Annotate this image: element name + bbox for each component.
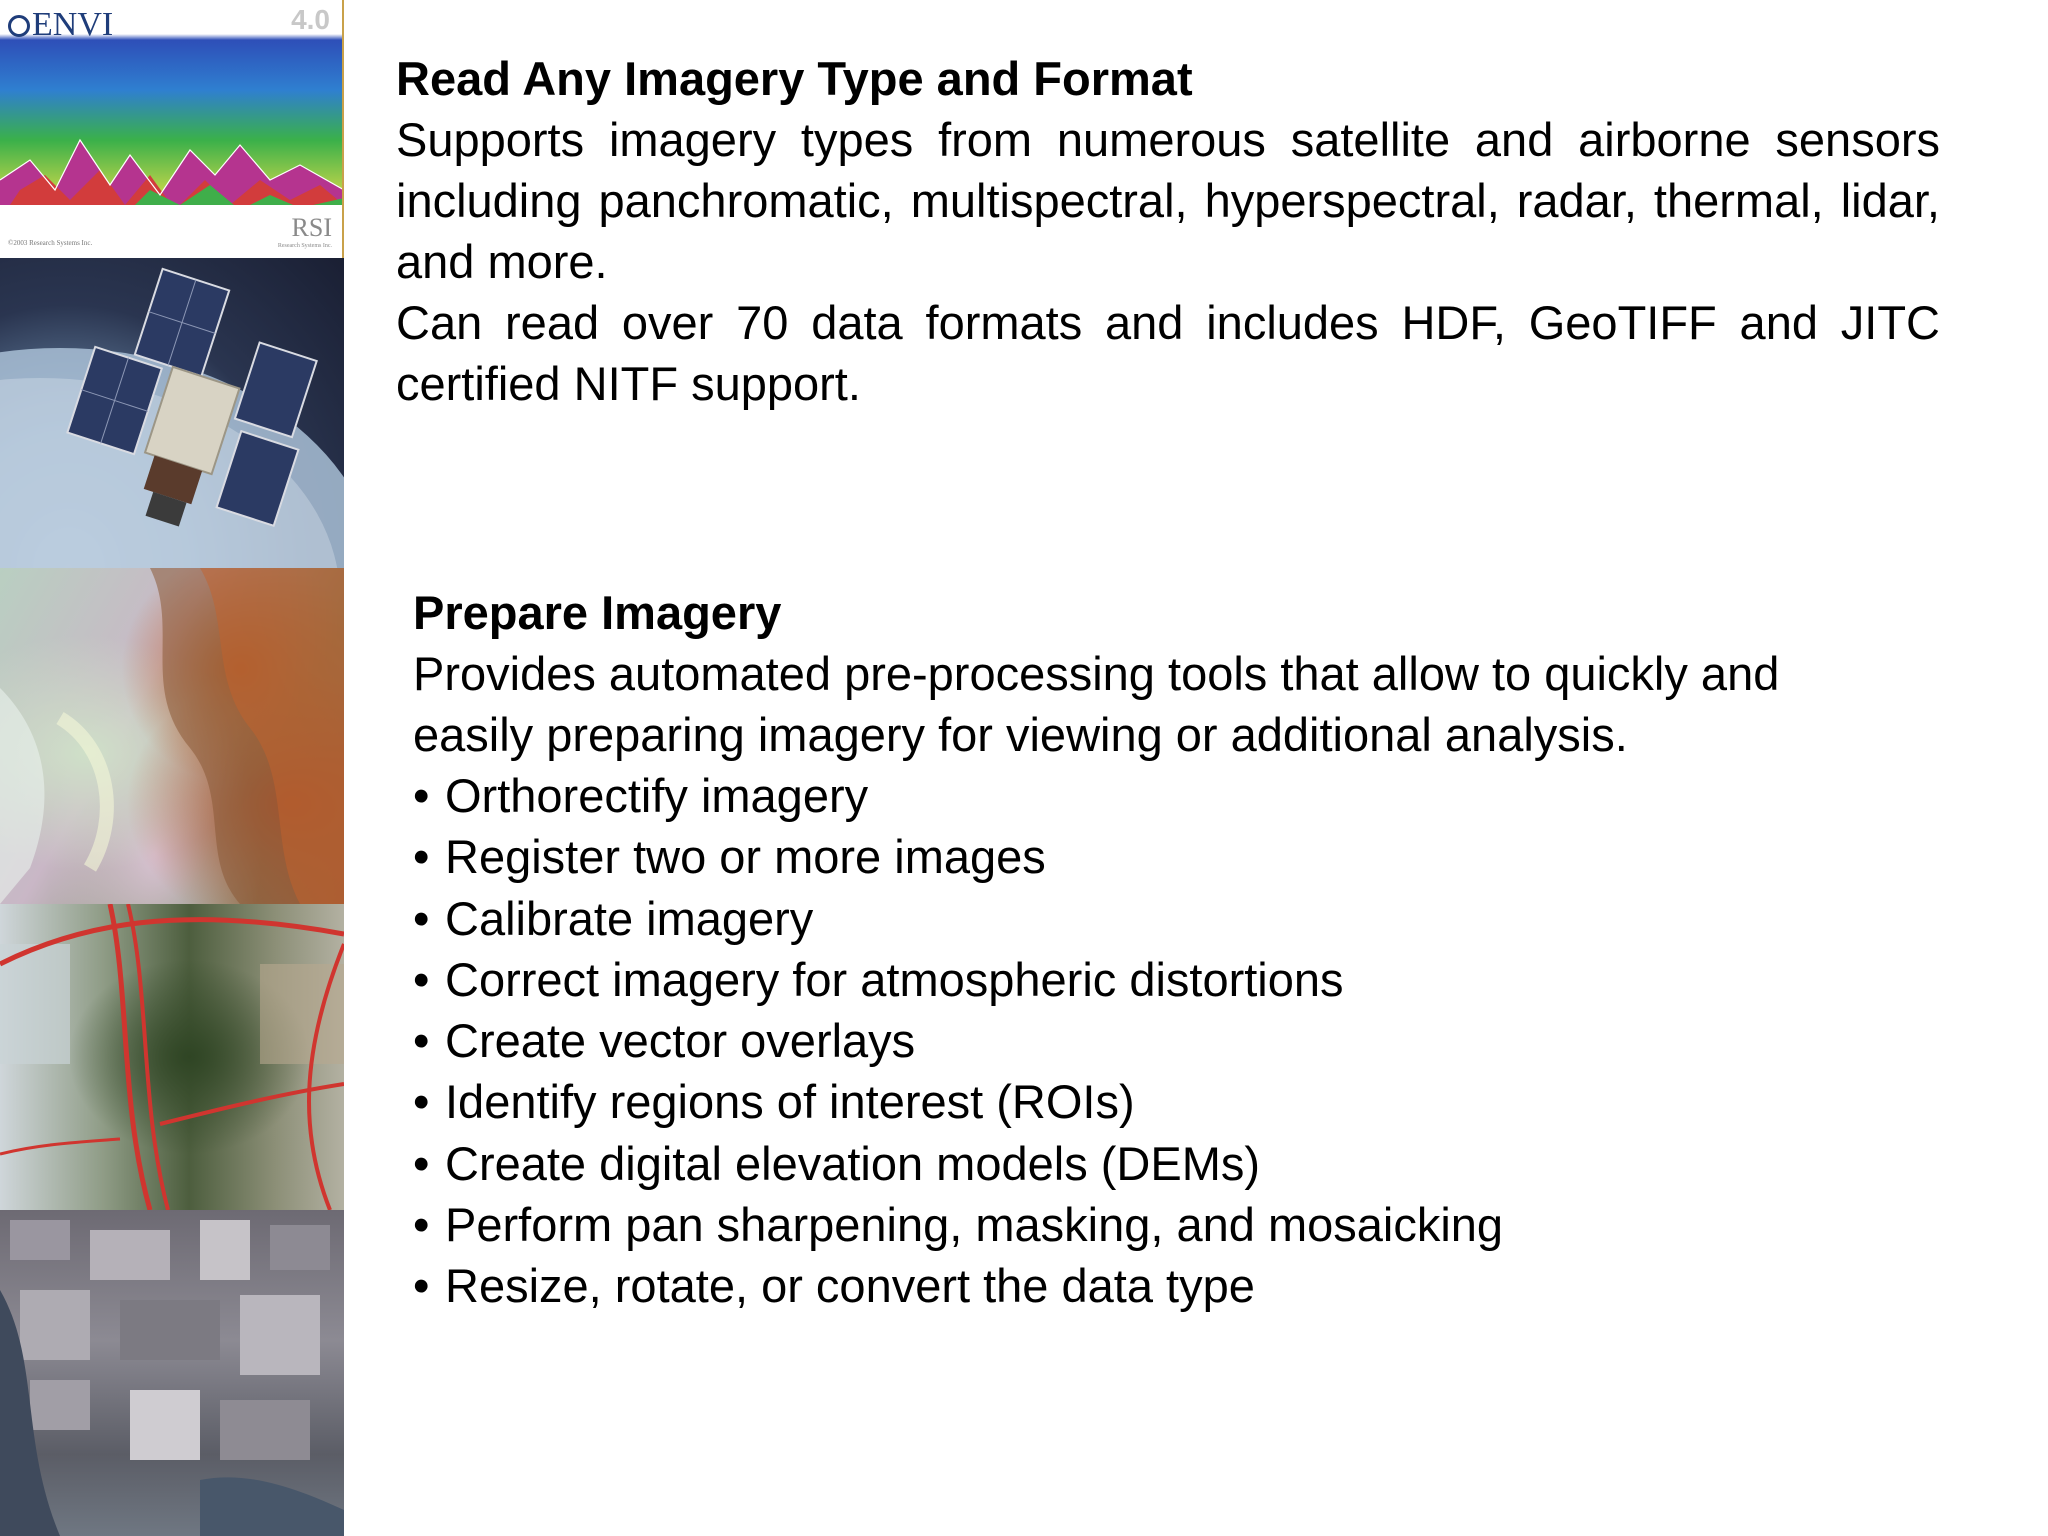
list-item-text: Resize, rotate, or convert the data type — [445, 1259, 1255, 1313]
paragraph-line: easily preparing imagery for viewing or additional analysis. — [413, 708, 1628, 761]
envi-logo-text: ENVI — [32, 6, 114, 43]
list-item — [413, 1010, 1953, 1071]
satellite-image — [0, 258, 344, 568]
envi-splash-image — [0, 0, 344, 258]
list-item — [413, 1133, 1953, 1194]
bullet-icon: • — [413, 952, 430, 1006]
aerial-graphic — [0, 904, 344, 1210]
list-item-text: Identify regions of interest (ROIs) — [445, 1075, 1135, 1129]
paragraph-data-formats: Can read over 70 data formats and includes HDF, GeoTIFF and JITC certified NITF support. — [396, 296, 1940, 410]
list-item — [413, 888, 1953, 949]
section-read-imagery — [396, 48, 1940, 414]
section-prepare-imagery — [413, 582, 1953, 1317]
list-item — [413, 765, 1953, 826]
list-item — [413, 1194, 1953, 1255]
bullet-icon: • — [413, 1259, 430, 1313]
list-item — [413, 1071, 1953, 1132]
list-item-text: Perform pan sharpening, masking, and mosaicking — [445, 1198, 1504, 1252]
image-strip — [0, 0, 344, 1536]
rsi-logo: RSI — [291, 213, 332, 242]
copyright-text: ©2003 Research Systems Inc. — [8, 239, 93, 247]
bullet-icon: • — [413, 891, 430, 945]
section-heading: Prepare Imagery — [413, 586, 782, 639]
bullet-icon: • — [413, 1198, 430, 1252]
bullet-icon: • — [413, 1075, 430, 1129]
bullet-icon: • — [413, 1136, 430, 1190]
rsi-subtitle: Research Systems Inc. — [277, 243, 332, 249]
bullet-icon: • — [413, 1014, 430, 1068]
list-item-text: Calibrate imagery — [445, 891, 814, 945]
globe-icon — [8, 15, 30, 37]
bullet-list — [413, 765, 1953, 1317]
false-color-graphic — [0, 568, 344, 904]
list-item — [413, 1255, 1953, 1316]
list-item-text: Create digital elevation models (DEMs) — [445, 1136, 1260, 1190]
bullet-icon: • — [413, 830, 430, 884]
envi-footer — [0, 205, 342, 258]
paragraph-line: Provides automated pre-processing tools that allow to quickly and — [413, 647, 1780, 700]
list-item — [413, 949, 1953, 1010]
paragraph-imagery-types: Supports imagery types from numerous satellite and airborne sensors including panchromatic, multispectral, hyperspectral, radar, thermal, lidar, and more. — [396, 113, 1940, 288]
list-item-text: Register two or more images — [445, 830, 1046, 884]
list-item-text: Orthorectify imagery — [445, 769, 869, 822]
envi-version: 4.0 — [291, 4, 330, 35]
section-heading: Read Any Imagery Type and Format — [396, 52, 1193, 105]
list-item-text: Correct imagery for atmospheric distortions — [445, 952, 1344, 1006]
list-item-text: Create vector overlays — [445, 1014, 916, 1068]
bullet-icon: • — [413, 769, 430, 822]
false-color-image — [0, 568, 344, 904]
satellite-graphic — [0, 258, 344, 568]
aerial-image — [0, 904, 344, 1210]
envi-logo — [8, 6, 113, 44]
city-image — [0, 1210, 344, 1536]
city-graphic — [0, 1210, 344, 1536]
list-item — [413, 826, 1953, 887]
